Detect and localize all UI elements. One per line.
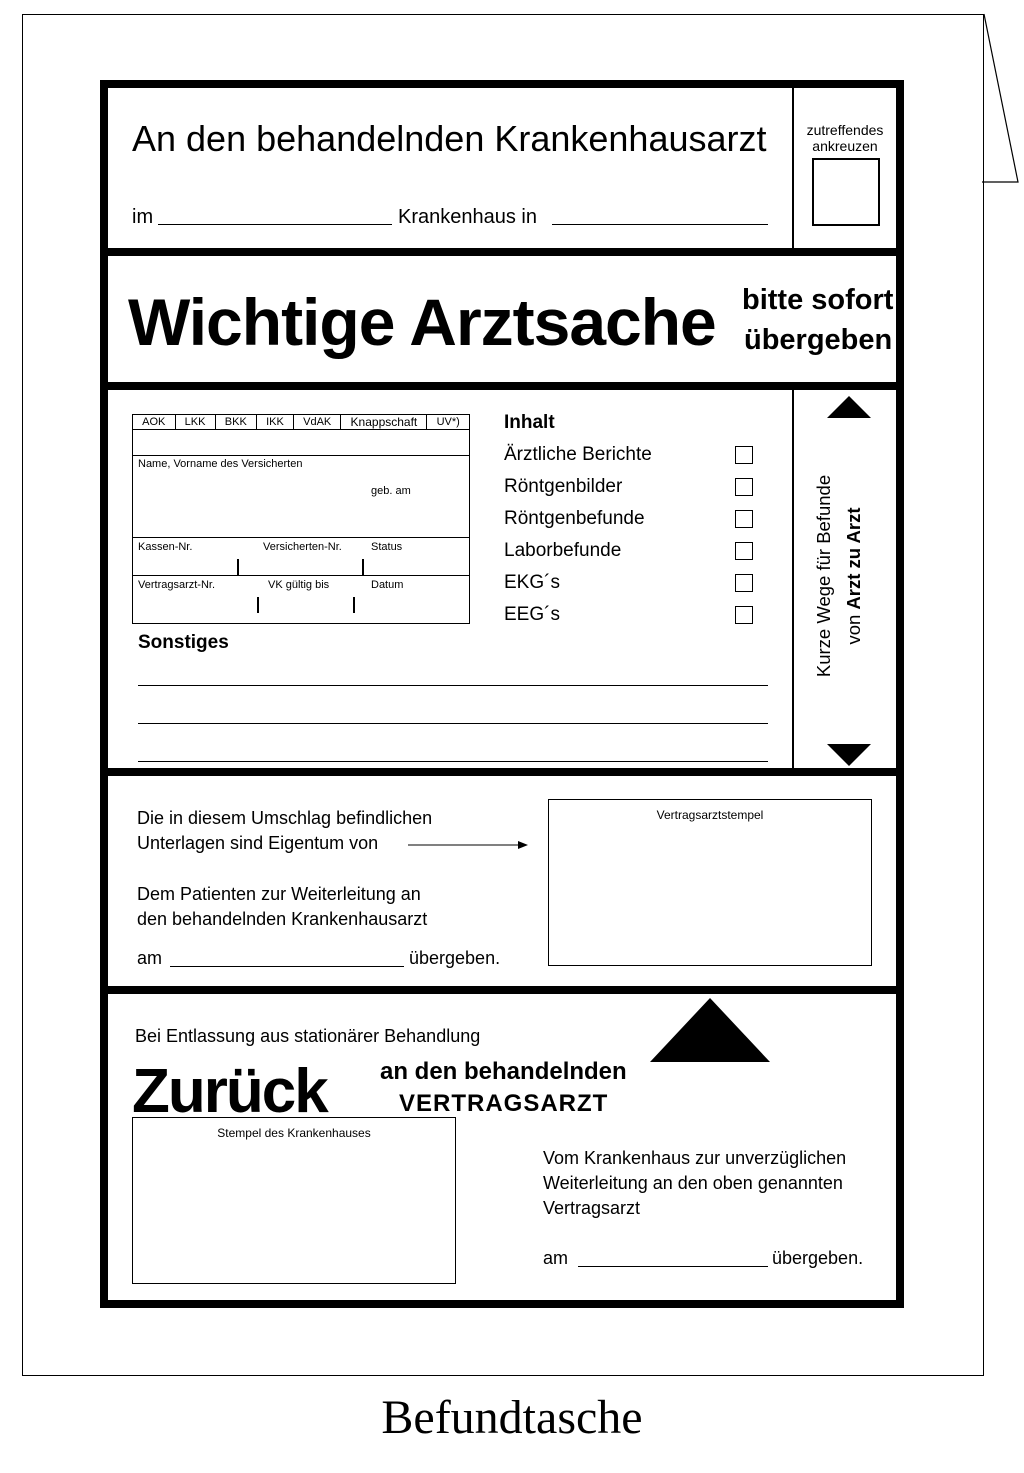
checkbox-roentgenbilder[interactable]: [735, 478, 753, 496]
vertragsarzt-stamp-label: Vertragsarztstempel: [656, 808, 764, 822]
arrow-right-icon: [408, 839, 530, 851]
tick-3: [257, 597, 259, 613]
return-text-1: Vom Krankenhaus zur unverzüglichen: [543, 1148, 847, 1168]
side-text-line-2: [843, 471, 865, 681]
content-item-roentgenbefunde: Röntgenbefunde: [504, 508, 645, 529]
arrow-up-icon: [825, 394, 873, 420]
geb-label: geb. am: [371, 485, 411, 497]
ownership-line-2: Unterlagen sind Eigentum von: [137, 833, 379, 853]
ownership-line-1: Die in diesem Umschlag befindlichen: [137, 808, 433, 828]
checkbox-eeg[interactable]: [735, 606, 753, 624]
checkbox-roentgenbefunde[interactable]: [735, 510, 753, 528]
return-intro: Bei Entlassung aus stationärer Behandlung: [135, 1026, 481, 1046]
side-divider: [792, 390, 794, 768]
fund-lkk[interactable]: LKK: [176, 415, 216, 429]
side-text-bold: Arzt zu Arzt: [843, 507, 864, 610]
kassen-nr-label: Kassen-Nr.: [138, 541, 193, 553]
banner-main: Wichtige Arztsache: [128, 285, 716, 359]
vk-gueltig-label: VK gültig bis: [268, 579, 330, 591]
envelope-form: [100, 80, 904, 1308]
return-text-3: Vertragsarzt: [543, 1198, 641, 1218]
tick-4: [353, 597, 355, 613]
checkbox-laborbefunde[interactable]: [735, 542, 753, 560]
checkbox-berichte[interactable]: [735, 446, 753, 464]
divider-3: [108, 768, 896, 776]
hospital-stamp-box[interactable]: [132, 1117, 456, 1284]
return-vertragsarzt: VERTRAGSARZT: [399, 1090, 609, 1117]
recipient-title: An den behandelnden Krankenhausarzt: [132, 118, 767, 159]
content-item-eeg: EEG´s: [504, 604, 560, 625]
divider-2: [108, 382, 896, 390]
krankenhaus-label: Krankenhaus in: [398, 206, 537, 228]
arrow-down-icon: [825, 742, 873, 768]
vertragsarzt-nr-label: Vertragsarzt-Nr.: [138, 579, 216, 591]
banner-side-2: übergeben: [744, 324, 893, 356]
ownership-line-4: den behandelnden Krankenhausarzt: [137, 909, 428, 929]
ownership-date-line[interactable]: [170, 966, 404, 967]
divider-4: [108, 986, 896, 994]
banner-side-1: bitte sofort: [742, 284, 894, 316]
fund-vdak[interactable]: VdAK: [294, 415, 341, 429]
fund-knappschaft[interactable]: Knappschaft: [341, 415, 427, 429]
sonstiges-line-3[interactable]: [138, 761, 768, 762]
im-label: im: [132, 206, 154, 228]
tick-2: [362, 559, 364, 575]
hospital-stamp-label: Stempel des Krankenhauses: [217, 1126, 371, 1140]
tick-1: [237, 559, 239, 575]
insurance-card: [132, 414, 470, 624]
card-line-3: [133, 575, 469, 576]
datum-label: Datum: [371, 579, 404, 591]
header-checkbox[interactable]: [812, 158, 880, 226]
content-item-berichte: Ärztliche Berichte: [504, 444, 652, 465]
fund-aok[interactable]: AOK: [133, 415, 176, 429]
status-label: Status: [371, 541, 403, 553]
triangle-up-icon: [648, 994, 772, 1064]
insurance-fund-row: [133, 415, 469, 430]
check-label-1: zutreffendes: [806, 122, 884, 138]
ownership-line-3: Dem Patienten zur Weiterleitung an: [137, 884, 421, 904]
ownership-uebergeben: übergeben.: [409, 948, 501, 968]
return-uebergeben: übergeben.: [772, 1248, 864, 1268]
content-item-ekg: EKG´s: [504, 572, 560, 593]
contents-heading: Inhalt: [504, 412, 555, 433]
krankenhaus-field-line[interactable]: [552, 224, 768, 225]
fund-uv[interactable]: UV*): [436, 416, 460, 428]
checkbox-ekg[interactable]: [735, 574, 753, 592]
check-label-2: ankreuzen: [812, 138, 878, 154]
zurueck-label: Zurück: [132, 1057, 327, 1126]
sonstiges-line-1[interactable]: [138, 685, 768, 686]
return-am-label: am: [543, 1248, 569, 1268]
name-label: Name, Vorname des Versicherten: [138, 458, 303, 470]
side-text-prefix: von: [843, 609, 864, 645]
side-text-line-1: Kurze Wege für Befunde: [813, 474, 834, 678]
caption: Befundtasche: [381, 1391, 643, 1444]
ownership-am-label: am: [137, 948, 163, 968]
vertragsarzt-stamp-box[interactable]: [548, 799, 872, 966]
im-field-line[interactable]: [158, 224, 392, 225]
sonstiges-line-2[interactable]: [138, 723, 768, 724]
content-item-laborbefunde: Laborbefunde: [504, 540, 622, 561]
divider-1: [108, 248, 896, 256]
content-item-roentgenbilder: Röntgenbilder: [504, 476, 623, 497]
return-text-2: Weiterleitung an den oben genannten: [543, 1173, 843, 1193]
card-line-1: [133, 455, 469, 456]
return-date-line[interactable]: [578, 1266, 768, 1267]
sonstiges-label: Sonstiges: [138, 632, 229, 653]
return-an-den: an den behandelnden: [380, 1058, 627, 1085]
header-divider: [792, 88, 794, 248]
fund-bkk[interactable]: BKK: [216, 415, 257, 429]
card-line-2: [133, 537, 469, 538]
fund-ikk[interactable]: IKK: [257, 415, 294, 429]
versicherten-nr-label: Versicherten-Nr.: [263, 541, 342, 553]
flap-corner: [978, 10, 1024, 190]
